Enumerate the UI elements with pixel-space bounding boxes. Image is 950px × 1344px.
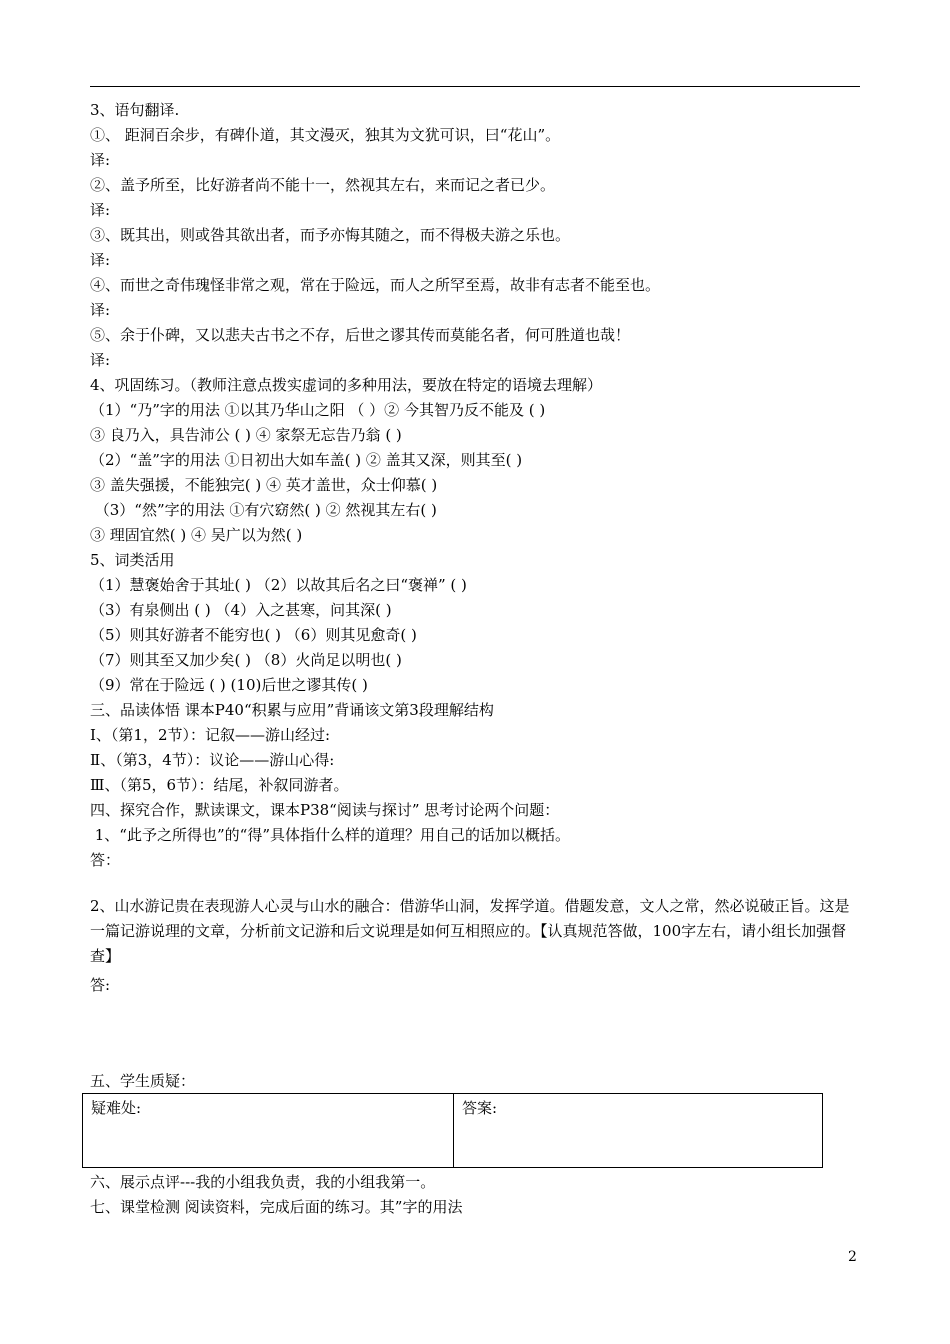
exercise-line: （3）有泉侧出 ( ) （4）入之甚寒，问其深( ) [90,601,392,619]
heading-section-7: 七、课堂检测 阅读资料，完成后面的练习。其”字的用法 [90,1198,463,1216]
sentence-3: ③、既其出，则或咎其欲出者，而予亦悔其随之，而不得极夫游之乐也。 [90,226,571,244]
structure-item-1: Ⅰ、（第1，2节）：记叙——游山经过: [90,726,331,744]
answer-label-1: 答： [90,851,121,869]
exercise-line: （1）“乃”字的用法 ①以其乃华山之阳 （ ）② 今其智乃反不能及 ( ) [90,401,546,419]
translation-label: 译: [90,151,111,169]
question-table [82,1093,823,1168]
exercise-line: （1）慧褒始舍于其址( ) （2）以故其后名之曰“褒禅” ( ) [90,576,467,594]
sentence-1: ①、 距洞百余步，有碑仆道，其文漫灭，独其为文犹可识，曰“花山”。 [90,126,561,144]
exercise-line: （3）“然”字的用法 ①有穴窈然( ) ② 然视其左右( ) [90,501,437,519]
question-1: 1、“此予之所得也”的“得”具体指什么样的道理？用自己的话加以概括。 [90,826,570,844]
sentence-2: ②、盖予所至，比好游者尚不能十一，然视其左右，来而记之者已少。 [90,176,556,194]
exercise-line: （5）则其好游者不能穷也( ) （6）则其见愈奇( ) [90,626,417,644]
exercise-line: （7）则其至又加少矣( ) （8）火尚足以明也( ) [90,651,402,669]
sentence-5: ⑤、余于仆碑，又以悲夫古书之不存，后世之谬其传而莫能名者，何可胜道也哉！ [90,326,631,344]
exercise-line: （9）常在于险远 ( ) (10)后世之谬其传( ) [90,676,368,694]
page-number: 2 [848,1249,857,1265]
heading-section-6: 六、展示点评---我的小组我负责，我的小组我第一。 [90,1173,436,1191]
structure-item-3: Ⅲ、（第5，6节）：结尾，补叙同游者。 [90,776,349,794]
exercise-line: ③ 盖失强援，不能独完( ) ④ 英才盖世，众士仰慕( ) [90,476,438,494]
exercise-line: （2）“盖”字的用法 ①日初出大如车盖( ) ② 盖其又深，则其至( ) [90,451,523,469]
translation-label: 译: [90,251,111,269]
exercise-line: ③ 良乃入，具告沛公 ( ) ④ 家祭无忘告乃翁 ( ) [90,426,402,444]
translation-label: 译: [90,201,111,219]
heading-section-3: 三、品读体悟 课本P40“积累与应用”背诵该文第3段理解结构 [90,701,494,719]
difficulty-cell[interactable]: 疑难处: [83,1094,454,1167]
heading-practice: 4、巩固练习。（教师注意点拨实虚词的多种用法，要放在特定的语境去理解） [90,376,603,394]
heading-section-4: 四、探究合作，默读课文，课本P38“阅读与探讨” 思考讨论两个问题： [90,801,560,819]
question-2: 2、山水游记贵在表现游人心灵与山水的融合：借游华山洞，发挥学道。借题发意，文人之常，然必说破正旨。这是一篇记游说理的文章，分析前文记游和后文说理是如何互相照应的。【认真规范答做，100字左右，请小组长加强督查】 [90,897,850,965]
header-rule [90,86,860,87]
structure-item-2: Ⅱ、（第3，4节）：议论——游山心得: [90,751,335,769]
heading-word-class: 5、词类活用 [90,551,175,569]
translation-label: 译: [90,351,111,369]
heading-section-5: 五、学生质疑： [90,1072,196,1090]
translation-label: 译: [90,301,111,319]
answer-label-2: 答: [90,976,111,994]
heading-translation: 3、语句翻译. [90,101,180,119]
exercise-line: ③ 理固宜然( ) ④ 吴广以为然( ) [90,526,303,544]
sentence-4: ④、而世之奇伟瑰怪非常之观，常在于险远，而人之所罕至焉，故非有志者不能至也。 [90,276,661,294]
answer-cell[interactable]: 答案: [462,1099,498,1117]
